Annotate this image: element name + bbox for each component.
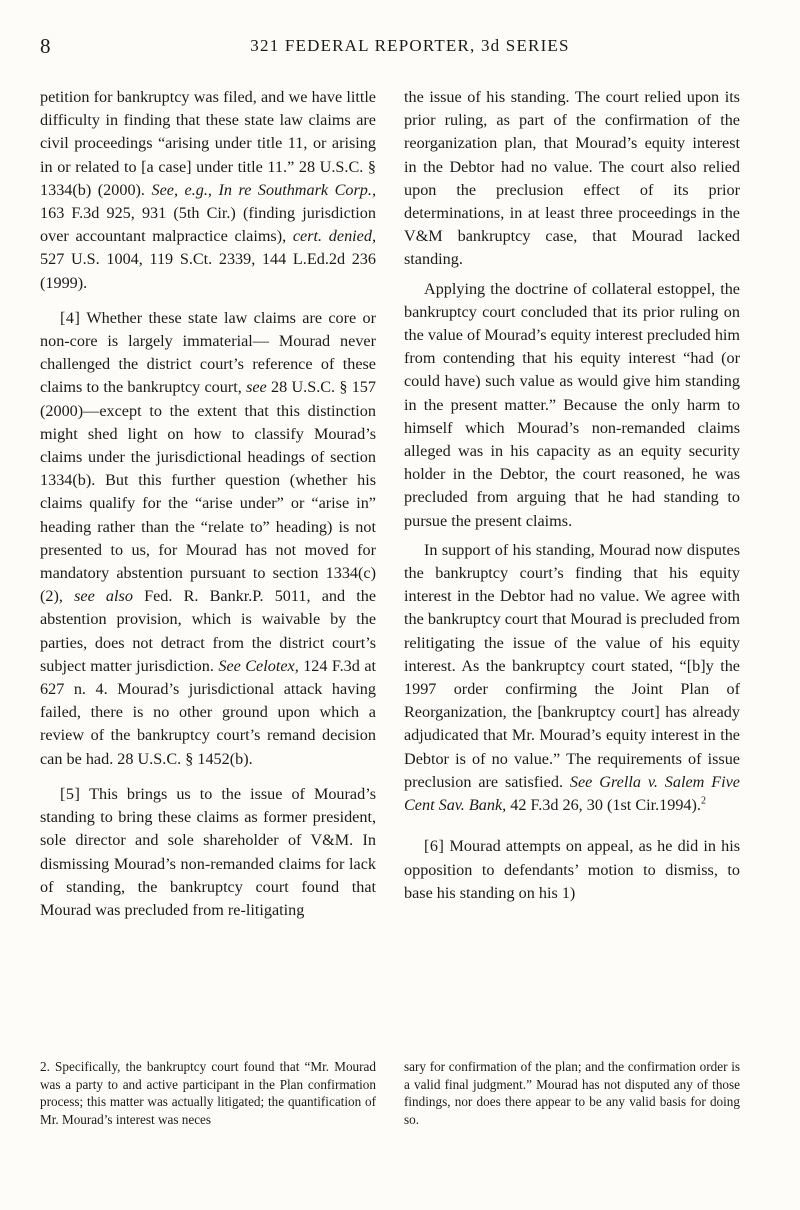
headnote-number: [4] — [60, 308, 81, 327]
right-column — [404, 86, 740, 911]
page-number: 8 — [40, 34, 51, 58]
paragraph: [6] Mourad attempts on appeal, as he did in his opposition to defendants’ motion to dismiss, to base his standing on his 1) — [404, 837, 740, 902]
footnote-text: 2. Specifically, the bankruptcy court found that “Mr. Mourad was a party to and active participant in the Plan confirmation process; this matter was actually litigated; the quantification of Mr. Mourad’s interest was neces — [40, 1059, 376, 1127]
paragraph: [5] This brings us to the issue of Mourad’s standing to bring these claims as former president, sole director and sole shareholder of V&M. In dismissing Mourad’s non-remanded claims for lack of standing, the bankruptcy court found that Mourad was precluded from re-litigating — [40, 784, 376, 919]
paragraph: petition for bankruptcy was filed, and we have little difficulty in finding that these state law claims are civil proceedings “arising under title 11, or arising in or related to [a case] under title 11.” 28 U.S.C. § 1334(b) (2000). See, e.g., In re Southmark Corp., 163 F.3d 925, 931 (5th Cir.) (finding jurisdiction over accountant malpractice claims), cert. denied, 527 U.S. 1004, 119 S.Ct. 2339, 144 L.Ed.2d 236 (1999). — [40, 88, 376, 292]
paragraph: In support of his standing, Mourad now disputes the bankruptcy court’s finding that his equity interest in the Debtor had no value. We agree with the bankruptcy court that Mourad is precluded from relitigating the issue of the value of his equity interest. As the bankruptcy court stated, “[b]y the 1997 order confirming the Joint Plan of Reorganization, the [bankruptcy court] has already adjudicated that Mr. Mourad’s equity interest in the Debtor is of no value.” The requirements of issue preclusion are satisfied. See Grella v. Salem Five Cent Sav. Bank, 42 F.3d 26, 30 (1st Cir.1994).$^2$ — [404, 540, 740, 815]
footnote-text: sary for confirmation of the plan; and the confirmation order is a valid final judgment.” Mourad has not disputed any of those findings, nor does there appear to be any valid basis for doing so. — [404, 1059, 740, 1127]
paragraph: Applying the doctrine of collateral estoppel, the bankruptcy court concluded that its prior ruling on the value of Mourad’s equity interest precluded him from contending that his equity interest “had (or could have) such value as would give him standing in the present matter.” Because the only harm to himself which Mourad’s non-remanded claims alleged was in his capacity as an equity security holder in the Debtor, the court reasoned, he was precluded from arguing that he had standing to pursue the present claims. — [404, 279, 740, 530]
footnote-right-column — [404, 1058, 740, 1128]
page-header — [40, 34, 780, 62]
running-title: 321 FEDERAL REPORTER, 3d SERIES — [250, 36, 570, 55]
footnote-reference: 2 — [700, 795, 706, 807]
paragraph: the issue of his standing. The court relied upon its prior ruling, as part of the confirmation of the reorganization plan, that Mourad’s equity interest in the Debtor had no value. The court also relied upon the preclusion effect of its prior determinations, in at least three proceedings in the V&M bankruptcy case, that Mourad lacked standing. — [404, 88, 740, 269]
paragraph: [4] Whether these state law claims are core or non-core is largely immaterial— Mourad never challenged the district court’s reference of these claims to the bankruptcy court, see 28 U.S.C. § 157 (2000)—except to the extent that this distinction might shed light on how to classify Mourad’s claims under the jurisdictional headings of section 1334(b). But this further question (whether his claims qualify for the “arise under” or “arise in” heading rather than the “relate to” heading) is not presented to us, for Mourad has not moved for mandatory abstention pursuant to section 1334(c)(2), see also Fed. R. Bankr.P. 5011, and the abstention provision, which is waivable by the parties, does not detract from the district court’s subject matter jurisdiction. See Celotex, 124 F.3d at 627 n. 4. Mourad’s jurisdictional attack having failed, there is no other ground upon which a review of the bankruptcy court’s remand decision can be had. 28 U.S.C. § 1452(b). — [40, 308, 377, 768]
headnote-number: [6] — [424, 837, 445, 856]
footnote-left-column — [40, 1058, 376, 1128]
left-column — [40, 86, 376, 928]
headnote-number: [5] — [60, 784, 81, 803]
